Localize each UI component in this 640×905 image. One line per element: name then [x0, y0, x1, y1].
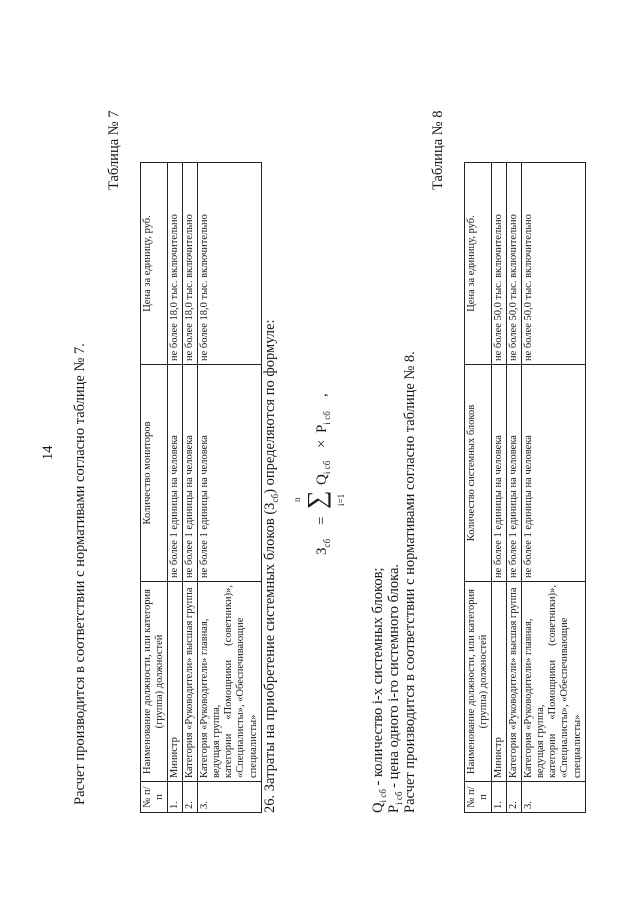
- formula-times: ×: [314, 439, 330, 448]
- intro-paragraph-7: Расчет производится в соответствии с нормативами согласно таблице № 7.: [72, 343, 88, 805]
- cell-no: 2.: [507, 782, 522, 813]
- section-26-tail: ) определяются по формуле:: [262, 319, 278, 494]
- cell-name-word: категории: [223, 733, 235, 778]
- cell-qty: не более 1 единицы на человека: [168, 365, 183, 582]
- formula-equals: =: [314, 516, 330, 525]
- header-name: Наименование должности, или категория (группа) должностей: [141, 582, 168, 782]
- cell-price: не более 50,0 тыс. включительно: [522, 163, 585, 365]
- cell-no: 3.: [522, 782, 585, 813]
- cell-name-line: Категория «Руководители» главная, ведущая группа,: [199, 618, 223, 778]
- cell-price: не более 18,0 тыс. включительно: [198, 163, 261, 365]
- table-8: [464, 162, 586, 813]
- cell-qty: не более 1 единицы на человека: [183, 365, 198, 582]
- cell-name-word: «Помощники: [547, 659, 559, 720]
- formula-lhs-sub: сб: [322, 538, 332, 548]
- formula-p: [314, 411, 332, 433]
- formula-sigma: ∑: [302, 490, 331, 509]
- cell-name: Министр: [168, 582, 183, 782]
- cell-qty: не более 1 единицы на человека: [198, 365, 261, 582]
- section-26-sub: сб: [269, 493, 280, 503]
- cell-no: 2.: [183, 782, 198, 813]
- cell-name: [198, 582, 261, 782]
- cell-name-word: (советники)»,: [547, 585, 559, 646]
- table8-header-row: [465, 163, 492, 813]
- def-p-symbol: P: [386, 804, 402, 813]
- def-p-text: - цена одного i-го системного блока.: [386, 563, 402, 792]
- cell-name-word: (советники)»,: [223, 585, 235, 646]
- cell-price: не более 18,0 тыс. включительно: [183, 163, 198, 365]
- header-qty: Количество системных блоков: [465, 365, 492, 582]
- def-p-sub: i сб: [393, 791, 404, 805]
- cell-qty: не более 1 единицы на человека: [492, 365, 507, 582]
- table-7: [140, 162, 262, 813]
- cell-name-line: Категория «Руководители» главная, ведущая группа,: [523, 618, 547, 778]
- page-number: 14: [40, 445, 56, 460]
- cell-price: не более 18,0 тыс. включительно: [168, 163, 183, 365]
- header-name: Наименование должности, или категория (группа) должностей: [465, 582, 492, 782]
- table7-header-row: [141, 163, 168, 813]
- cell-no: 3.: [198, 782, 261, 813]
- table-row: [522, 163, 585, 813]
- cell-name-line: «Специалисты», «Обеспечивающие специалисты»: [235, 617, 259, 778]
- def-q-sub: i сб: [377, 789, 388, 803]
- cell-no: 1.: [168, 782, 183, 813]
- cell-name-line: [223, 585, 235, 778]
- cell-name: Министр: [492, 582, 507, 782]
- cell-name-word: категории: [547, 733, 559, 778]
- cell-price: не более 50,0 тыс. включительно: [492, 163, 507, 365]
- formula-sum-bottom: i=1: [336, 493, 346, 506]
- formula: [292, 325, 362, 555]
- section-26-heading: [262, 319, 280, 813]
- table-row: [507, 163, 522, 813]
- table-row: [492, 163, 507, 813]
- header-no: № п/п: [465, 782, 492, 813]
- table8-caption: Таблица № 8: [430, 110, 446, 190]
- formula-comma: ,: [314, 393, 330, 397]
- cell-name-word: «Помощники: [223, 659, 235, 720]
- formula-lhs: [314, 539, 332, 555]
- table7-caption: Таблица № 7: [106, 110, 122, 190]
- header-price: Цена за единицу, руб.: [465, 163, 492, 365]
- formula-sum-top: n: [292, 497, 302, 502]
- cell-qty: не более 1 единицы на человека: [522, 365, 585, 582]
- cell-name: Категория «Руководители» высшая группа: [183, 582, 198, 782]
- header-no: № п/п: [141, 782, 168, 813]
- header-qty: Количество мониторов: [141, 365, 168, 582]
- table-row: [183, 163, 198, 813]
- cell-name-line: «Специалисты», «Обеспечивающие специалисты»: [559, 617, 583, 778]
- formula-q-sub: i сб: [322, 460, 332, 475]
- formula-p-symbol: P: [314, 424, 330, 433]
- cell-qty: не более 1 единицы на человека: [507, 365, 522, 582]
- formula-q-symbol: Q: [314, 474, 330, 485]
- cell-no: 1.: [492, 782, 507, 813]
- cell-name: Категория «Руководители» высшая группа: [507, 582, 522, 782]
- table-row: [168, 163, 183, 813]
- cell-price: не более 50,0 тыс. включительно: [507, 163, 522, 365]
- table-row: [198, 163, 261, 813]
- formula-lhs-symbol: З: [314, 547, 330, 555]
- cell-name: [522, 582, 585, 782]
- cell-name-line: [547, 585, 559, 778]
- def-q-symbol: Q: [370, 802, 386, 813]
- intro-paragraph-8: Расчет производится в соответствии с нормативами согласно таблице № 8.: [402, 351, 418, 813]
- section-26-text: 26. Затраты на приобретение системных блоков (З: [262, 502, 278, 813]
- formula-q: [314, 461, 332, 485]
- formula-p-sub: i сб: [322, 411, 332, 425]
- def-q-text: - количество i-х системных блоков;: [370, 567, 386, 790]
- header-price: Цена за единицу, руб.: [141, 163, 168, 365]
